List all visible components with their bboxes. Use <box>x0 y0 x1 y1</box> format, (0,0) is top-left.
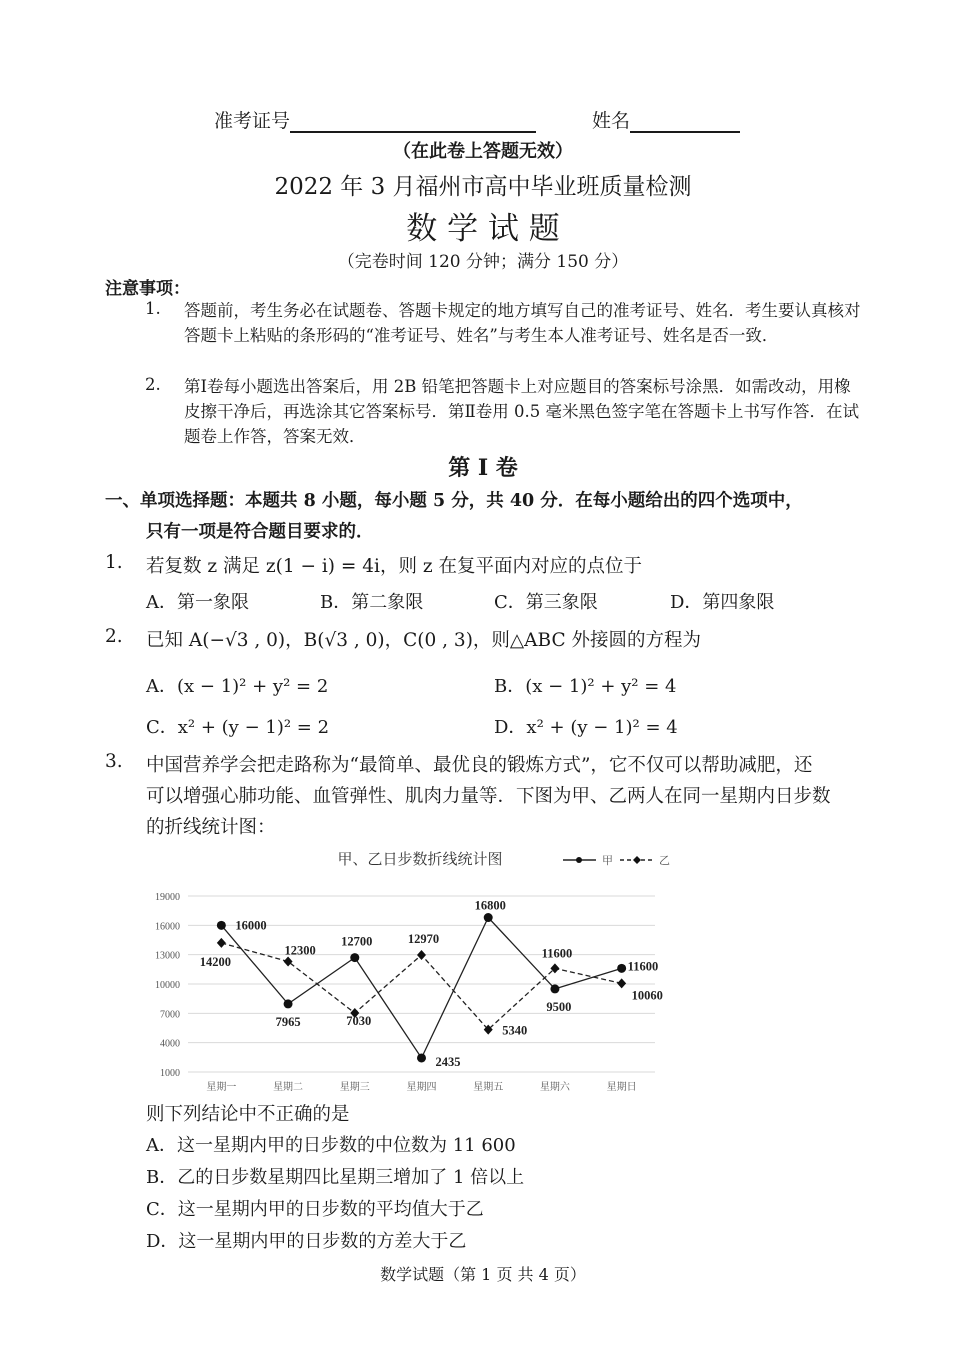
data-point-jia <box>217 921 226 930</box>
q2-option-a[interactable]: A．(x − 1)² + y² = 2 <box>146 676 329 697</box>
q2-number: 2. <box>105 626 123 647</box>
q2-option-b[interactable]: B．(x − 1)² + y² = 4 <box>494 676 677 697</box>
q3-option-a[interactable]: A．这一星期内甲的日步数的中位数为 11 600 <box>146 1135 516 1156</box>
y-tick-label: 4000 <box>160 1038 180 1050</box>
x-tick-label: 星期四 <box>406 1082 437 1093</box>
note-1-text: 答题前，考生务必在试题卷、答题卡规定的地方填写自己的准考证号、姓名．考生要认真核对答题卡上粘贴的条形码的“准考证号、姓名”与考生本人准考证号、姓名是否一致． <box>184 301 861 345</box>
data-label-jia: 2435 <box>435 1054 461 1069</box>
q1-option-a[interactable]: A．第一象限 <box>146 592 249 613</box>
legend-marker-jia <box>576 857 582 863</box>
data-point-yi <box>617 978 626 988</box>
data-point-yi <box>417 950 426 960</box>
x-tick-label: 星期一 <box>206 1082 237 1093</box>
q3-question: 则下列结论中不正确的是 <box>146 1104 350 1125</box>
q1-option-c[interactable]: C．第三象限 <box>494 592 598 613</box>
exam-id-field[interactable] <box>290 109 536 133</box>
x-tick-label: 星期日 <box>606 1082 637 1093</box>
name-label: 姓名 <box>592 110 631 132</box>
data-point-jia <box>484 913 493 922</box>
q3-number: 3. <box>105 751 123 772</box>
section-line-2: 只有一项是符合题目要求的． <box>146 522 374 542</box>
legend-label-jia: 甲 <box>602 855 613 867</box>
data-point-jia <box>617 964 626 973</box>
y-tick-label: 16000 <box>155 921 180 933</box>
q3-stem-line-2: 可以增强心肺功能、血管弹性、肌肉力量等．下图为甲、乙两人在同一星期内日步数 <box>146 786 831 807</box>
q3-stem-line-3: 的折线统计图： <box>146 817 276 838</box>
q2-option-c[interactable]: C．x² + (y − 1)² = 2 <box>146 717 330 738</box>
q1-stem: 若复数 z 满足 z(1 − i) = 4i，则 z 在复平面内对应的点位于 <box>146 556 642 577</box>
q3-option-b[interactable]: B．乙的日步数星期四比星期三增加了 1 倍以上 <box>146 1167 525 1188</box>
data-point-jia <box>350 953 359 962</box>
x-tick-label: 星期二 <box>273 1082 304 1093</box>
name-field[interactable] <box>630 109 740 133</box>
data-point-jia <box>550 984 559 993</box>
data-label-yi: 7030 <box>346 1014 372 1029</box>
q1-option-d[interactable]: D．第四象限 <box>670 592 775 613</box>
data-point-yi <box>217 938 226 948</box>
data-label-yi: 5340 <box>502 1023 528 1038</box>
data-label-yi: 12300 <box>284 943 316 958</box>
data-label-jia: 16800 <box>474 898 506 913</box>
chart-legend <box>563 854 670 867</box>
y-tick-label: 7000 <box>160 1009 180 1021</box>
note-2-num: 2. <box>145 375 161 394</box>
data-label-jia: 12700 <box>341 934 373 949</box>
exam-id-label: 准考证号 <box>214 110 291 132</box>
data-label-yi: 14200 <box>199 954 231 969</box>
data-label-jia: 16000 <box>235 918 267 933</box>
name-row <box>592 106 740 133</box>
q1-number: 1. <box>105 552 123 573</box>
q3-stem-line-1: 中国营养学会把走路称为“最简单、最优良的锻炼方式”，它不仅可以帮助减肥，还 <box>146 755 813 776</box>
q2-stem: 已知 A(−√3 , 0)，B(√3 , 0)，C(0 , 3)，则△ABC 外接圆的方程为 <box>146 630 701 651</box>
q2-option-d[interactable]: D．x² + (y − 1)² = 4 <box>494 717 678 738</box>
data-point-yi <box>284 957 293 967</box>
q3-option-d[interactable]: D．这一星期内甲的日步数的方差大于乙 <box>146 1231 467 1252</box>
y-tick-label: 1000 <box>160 1068 180 1079</box>
x-tick-label: 星期五 <box>473 1082 504 1093</box>
notes-heading: 注意事项： <box>105 279 190 299</box>
page-footer: 数学试题（第 1 页 共 4 页） <box>380 1265 586 1284</box>
note-1-num: 1. <box>145 299 161 318</box>
data-point-jia <box>417 1053 426 1062</box>
data-label-yi: 11600 <box>541 946 573 961</box>
section-line-1: 一、单项选择题：本题共 8 小题，每小题 5 分，共 40 分．在每小题给出的四个选项中， <box>105 491 803 511</box>
y-tick-label: 19000 <box>155 892 180 903</box>
part-title: 第 Ⅰ 卷 <box>448 455 518 481</box>
q1-option-b[interactable]: B．第二象限 <box>320 592 424 613</box>
note-2-text: 第Ⅰ卷每小题选出答案后，用 2B 铅笔把答题卡上对应题目的答案标号涂黑．如需改动，用橡皮擦干净后，再选涂其它答案标号．第Ⅱ卷用 0.5 毫米黑色签字笔在答题卡上书写作答．在试题卷上作答，答案无效． <box>184 377 859 446</box>
x-tick-label: 星期三 <box>339 1082 370 1093</box>
data-label-jia: 9500 <box>546 999 572 1014</box>
time-info: （完卷时间 120 分钟；满分 150 分） <box>337 252 629 272</box>
data-label-yi: 10060 <box>631 988 663 1003</box>
y-tick-label: 13000 <box>155 950 180 962</box>
subject-title: 数 学 试 题 <box>406 211 560 247</box>
data-label-jia: 7965 <box>275 1014 301 1029</box>
invalid-note: （在此卷上答题无效） <box>393 141 573 162</box>
y-tick-label: 10000 <box>155 980 180 991</box>
data-label-jia: 11600 <box>627 959 659 974</box>
exam-id-row <box>214 106 536 133</box>
legend-label-yi: 乙 <box>659 855 670 867</box>
legend-marker-yi <box>633 856 641 864</box>
chart-title: 甲、乙日步数折线统计图 <box>337 852 503 868</box>
exam-title: 2022 年 3 月福州市高中毕业班质量检测 <box>274 174 692 200</box>
data-label-yi: 12970 <box>407 931 440 946</box>
step-count-line-chart <box>130 840 690 1100</box>
x-tick-label: 星期六 <box>539 1082 570 1093</box>
q3-option-c[interactable]: C．这一星期内甲的日步数的平均值大于乙 <box>146 1199 484 1220</box>
data-point-jia <box>284 999 293 1008</box>
